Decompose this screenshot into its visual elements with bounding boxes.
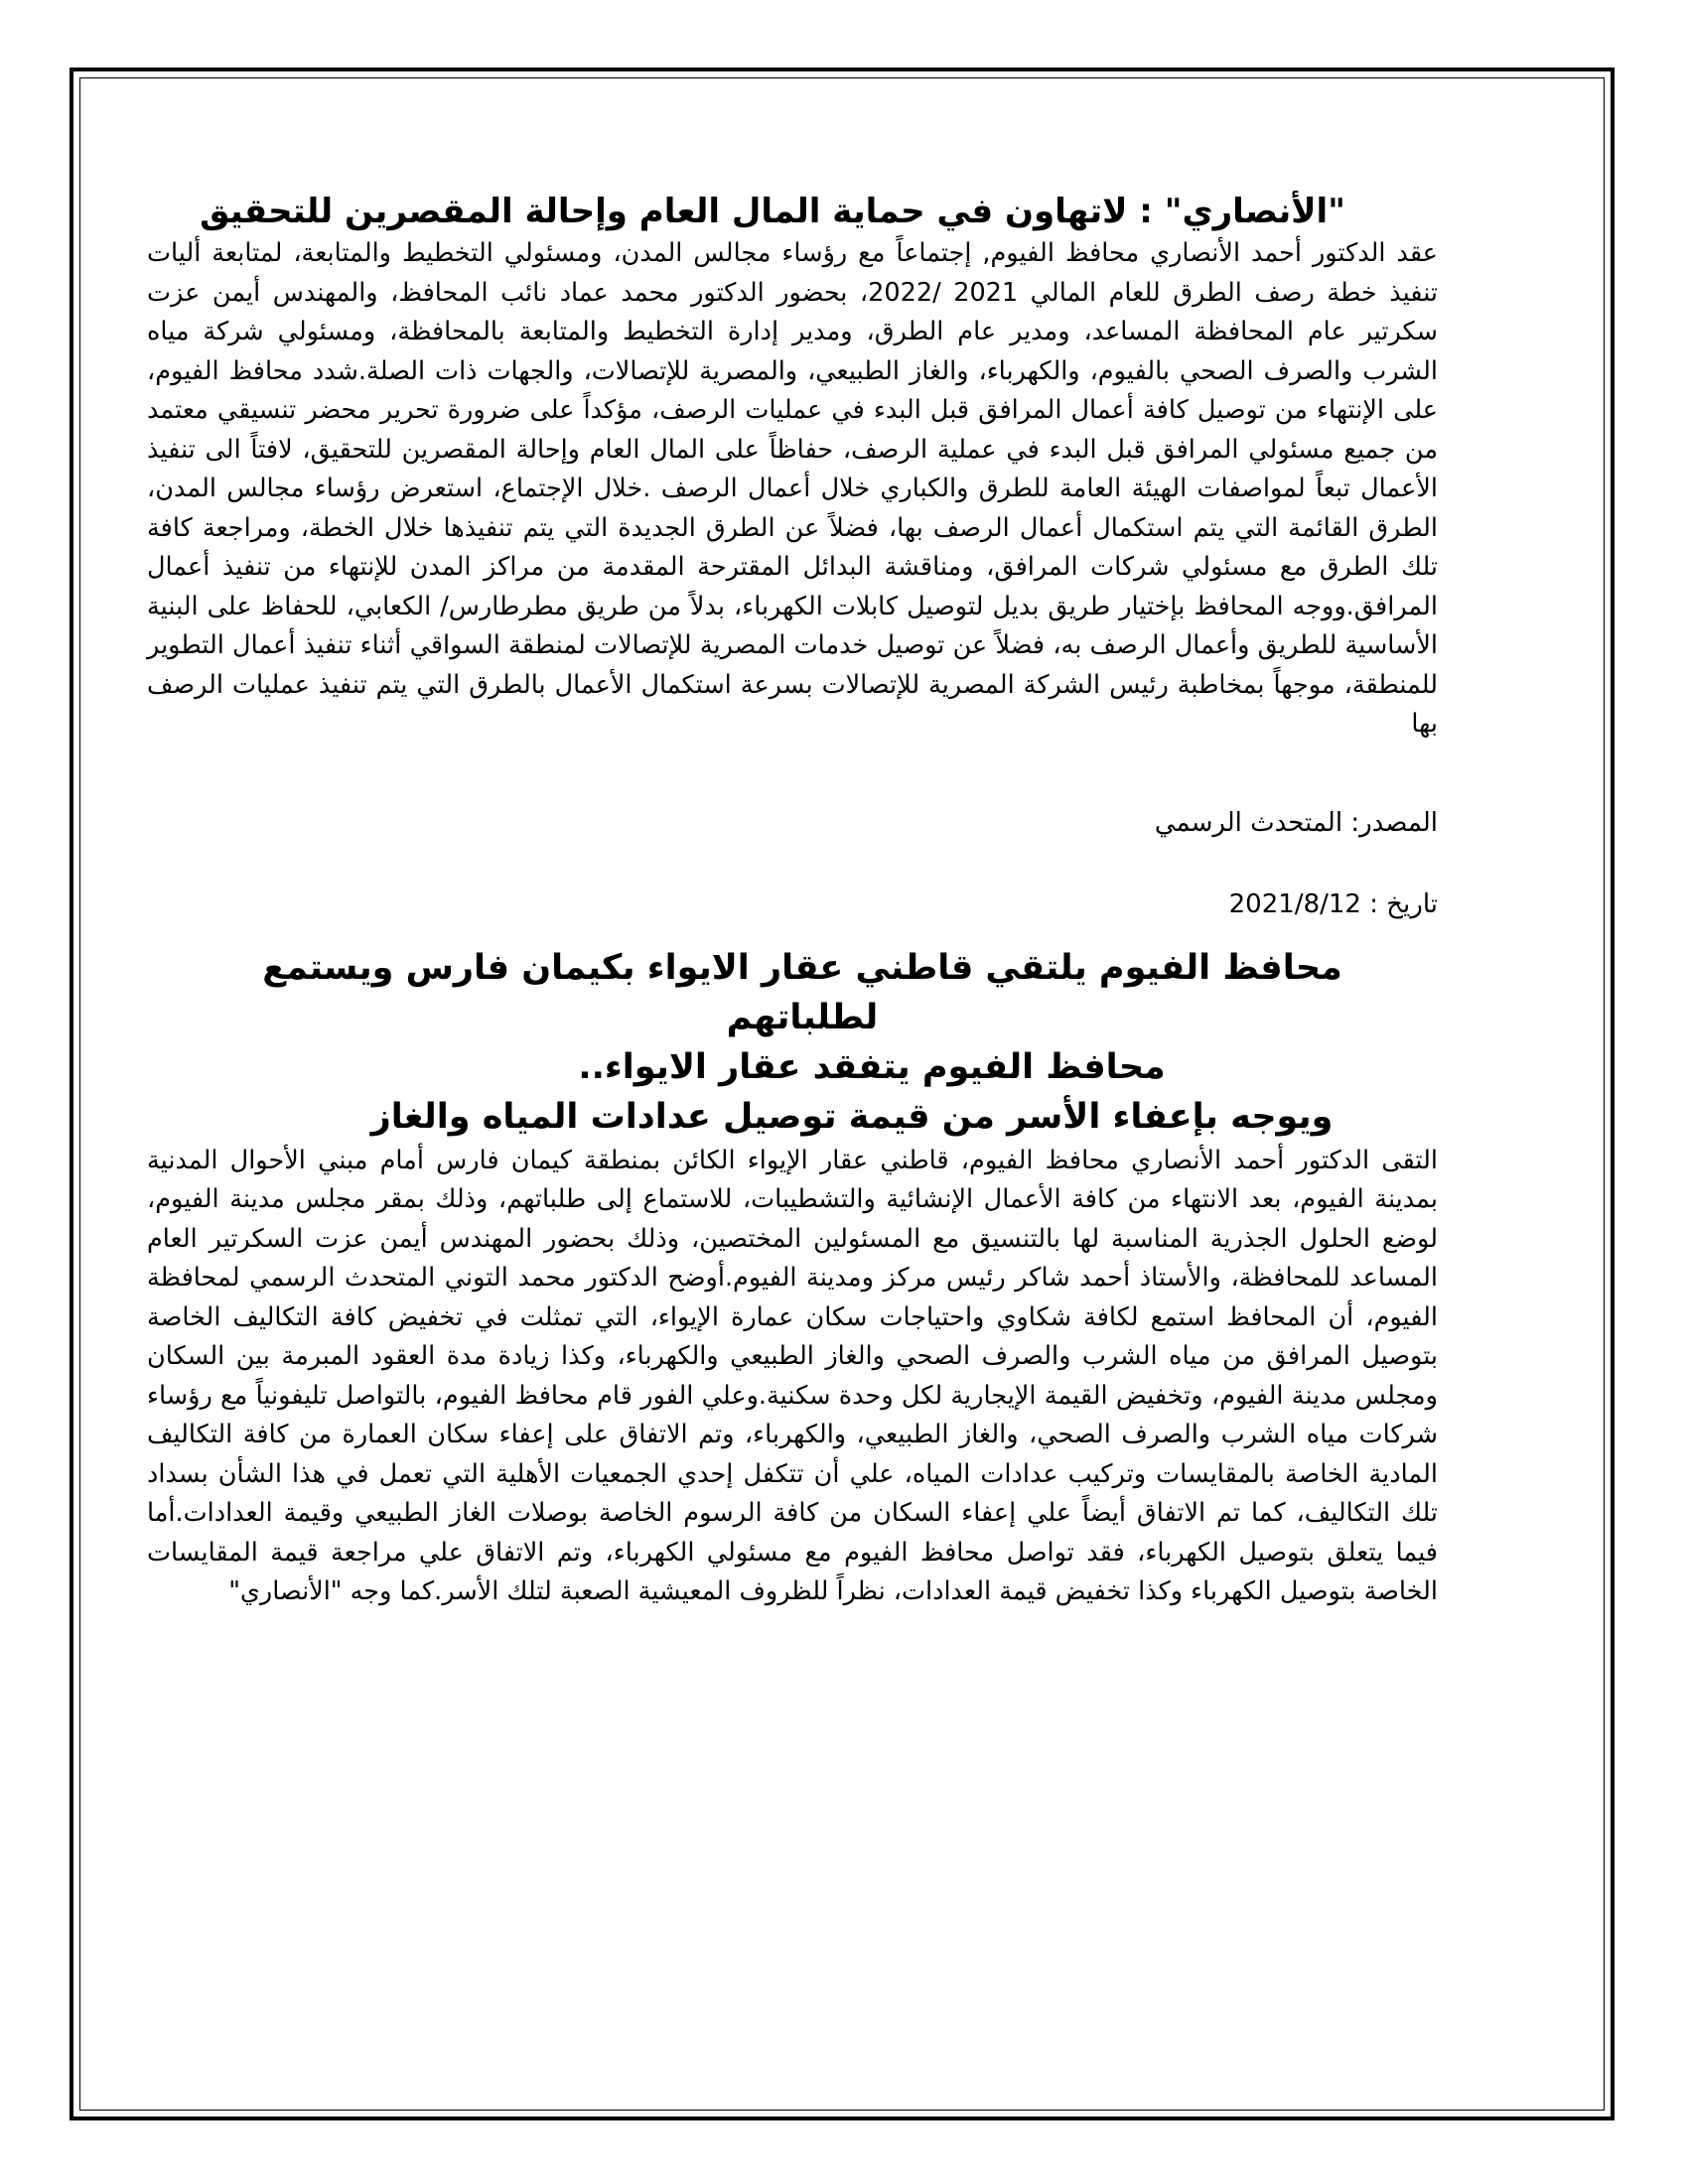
article-1-headline: "الأنصاري" : لاتهاون في حماية المال العام وإحالة المقصرين للتحقيق: [200, 192, 1345, 231]
document-content: [147, 189, 1438, 1612]
article-1: [147, 189, 1438, 923]
article-1-body: عقد الدكتور أحمد الأنصاري محافظ الفيوم, إجتماعاً مع رؤساء مجالس المدن، ومسئولي التخطيط والمتابعة، لمتابعة أليات تنفيذ خطة رصف الطرق للعام المالي 2021 /2022، بحضور الدكتور محمد عماد نائب المحافظ، والمهندس أيمن عزت سكرتير عام المحافظة المساعد، ومدير عام الطرق، ومدير إدارة التخطيط والمتابعة بالمحافظة، ومسئولي شركة مياه الشرب والصرف الصحي بالفيوم، والكهرباء، والغاز الطبيعي، والمصرية للإتصالات، والجهات ذات الصلة.شدد محافظ الفيوم، على الإنتهاء من توصيل كافة أعمال المرافق قبل البدء في عمليات الرصف، مؤكداً على ضرورة تحرير محضر تنسيقي معتمد من جميع مسئولي المرافق قبل البدء في عملية الرصف، حفاظاً على المال العام وإحالة المقصرين للتحقيق، لافتاً الى تنفيذ الأعمال تبعاً لمواصفات الهيئة العامة للطرق والكباري خلال أعمال الرصف .خلال الإجتماع، استعرض رؤساء مجالس المدن، الطرق القائمة التي يتم استكمال أعمال الرصف بها، فضلاً عن الطرق الجديدة التي يتم تنفيذها خلال الخطة، ومراجعة كافة تلك الطرق مع مسئولي شركات المرافق، ومناقشة البدائل المقترحة المقدمة من مراكز المدن للإنتهاء من تنفيذ أعمال المرافق.ووجه المحافظ بإختيار طريق بديل لتوصيل كابلات الكهرباء، بدلاً من طريق مطرطارس/ الكعابي، للحفاظ على البنية الأساسية للطريق وأعمال الرصف به، فضلاً عن توصيل خدمات المصرية للإتصالات لمنطقة السواقي أثناء تنفيذ أعمال التطوير للمنطقة، موجهاً بمخاطبة رئيس الشركة المصرية للإتصالات بسرعة استكمال الأعمال بالطرق التي يتم تنفيذ عمليات الرصف بها: [147, 238, 1438, 739]
article-1-date: تاريخ : 2021/8/12: [1228, 888, 1438, 919]
article-2-headline-line-1: محافظ الفيوم يلتقي قاطني عقار الايواء بكيمان فارس ويستمع لطلباتهم: [262, 947, 1342, 1037]
article-2-headline-line-3: ويوجه بإعفاء الأسر من قيمة توصيل عدادات المياه والغاز: [370, 1096, 1334, 1137]
article-2: [147, 943, 1438, 1612]
article-2-body: التقى الدكتور أحمد الأنصاري محافظ الفيوم، قاطني عقار الإيواء الكائن بمنطقة كيمان فارس أمام مبني الأحوال المدنية بمدينة الفيوم، بعد الانتهاء من كافة الأعمال الإنشائية والتشطيبات، للاستماع إلى طلباتهم، وذلك بمقر مجلس مدينة الفيوم، لوضع الحلول الجذرية المناسبة لها بالتنسيق مع المسئولين المختصين، وذلك بحضور المهندس أيمن عزت السكرتير العام المساعد للمحافظة، والأستاذ أحمد شاكر رئيس مركز ومدينة الفيوم.أوضح الدكتور محمد التوني المتحدث الرسمي لمحافظة الفيوم، أن المحافظ استمع لكافة شكاوي واحتياجات سكان عمارة الإيواء، التي تمثلت في تخفيض كافة التكاليف الخاصة بتوصيل المرافق من مياه الشرب والصرف الصحي والغاز الطبيعي والكهرباء، وكذا زيادة مدة العقود المبرمة بين السكان ومجلس مدينة الفيوم، وتخفيض القيمة الإيجارية لكل وحدة سكنية.وعلي الفور قام محافظ الفيوم، بالتواصل تليفونياً مع رؤساء شركات مياه الشرب والصرف الصحي، والغاز الطبيعي، والكهرباء، وتم الاتفاق على إعفاء سكان العمارة من كافة التكاليف المادية الخاصة بالمقايسات وتركيب عدادات المياه، علي أن تتكفل إحدي الجمعيات الأهلية التي تعمل في هذا الشأن بسداد تلك التكاليف، كما تم الاتفاق أيضاً علي إعفاء السكان من كافة الرسوم الخاصة بوصلات الغاز الطبيعي وقيمة العدادات.أما فيما يتعلق بتوصيل الكهرباء، فقد تواصل محافظ الفيوم مع مسئولي الكهرباء، وتم الاتفاق علي مراجعة قيمة المقايسات الخاصة بتوصيل الكهرباء وكذا تخفيض قيمة العدادات، نظراً للظروف المعيشية الصعبة لتلك الأسر.كما وجه "الأنصاري": [147, 1145, 1438, 1606]
article-1-source: المصدر: المتحدث الرسمي: [1154, 807, 1438, 838]
article-2-headline-line-2: محافظ الفيوم يتفقد عقار الايواء..: [578, 1046, 1166, 1087]
article-2-headline-block: [157, 943, 1408, 1142]
